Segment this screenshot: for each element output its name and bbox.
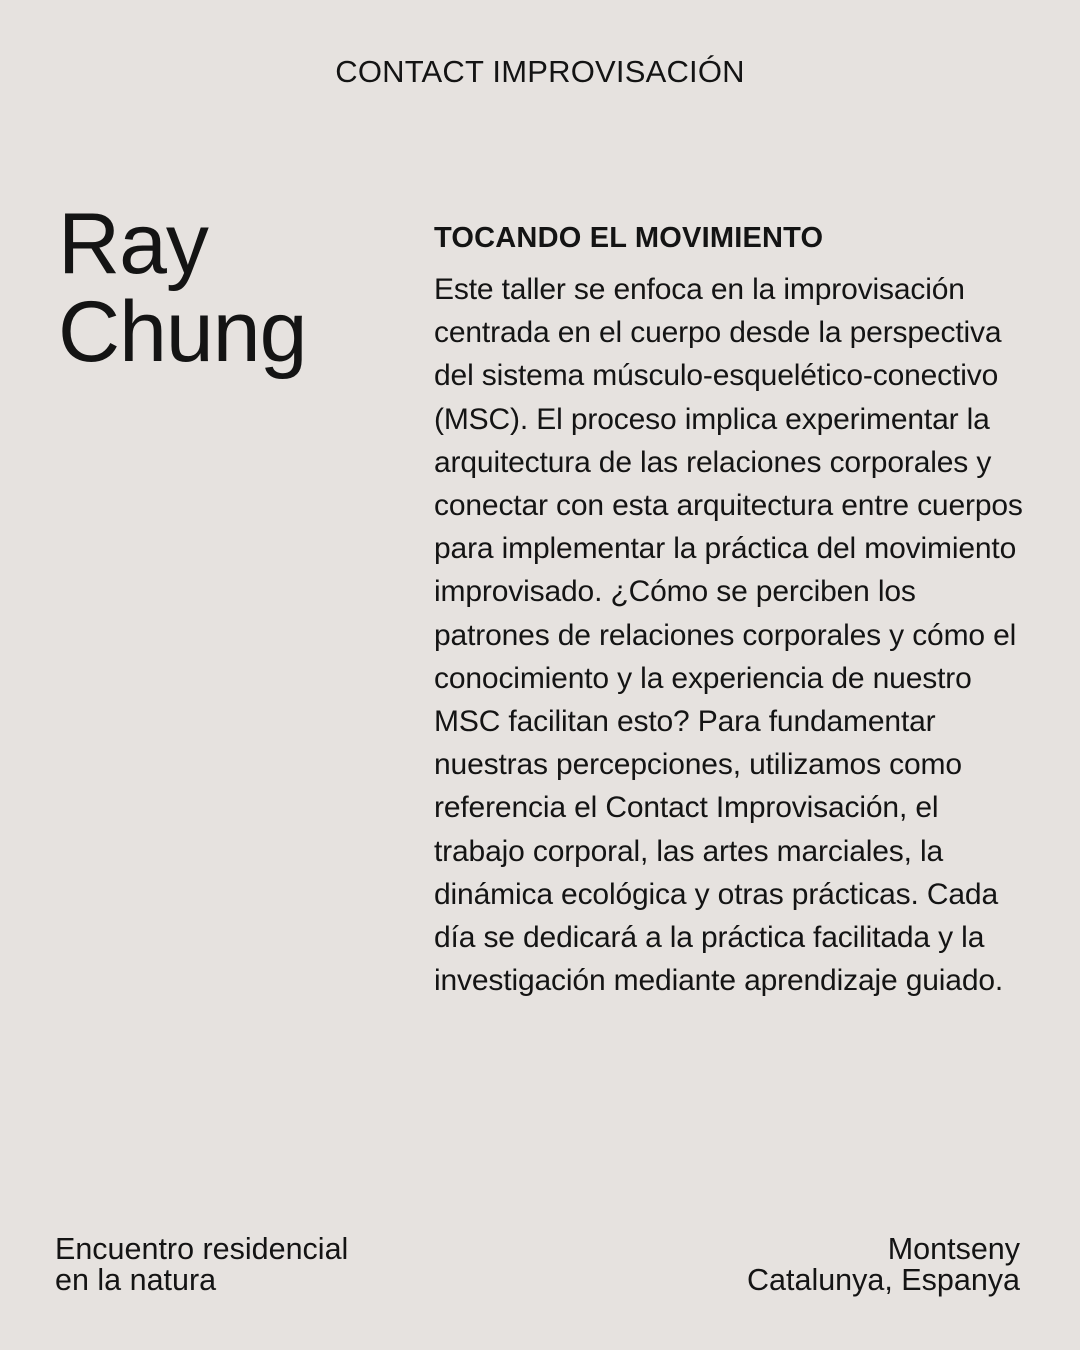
event-line-2: en la natura	[55, 1263, 217, 1297]
event-line-1: Encuentro residencial	[55, 1232, 349, 1266]
location-line-2: Catalunya, Espanya	[747, 1263, 1020, 1297]
instructor-last-name: Chung	[58, 284, 307, 380]
event-info	[55, 1234, 348, 1296]
workshop-title: TOCANDO EL MOVIMIENTO	[434, 222, 824, 254]
workshop-description: Este taller se enfoca en la improvisación centrada en el cuerpo desde la perspectiva del sistema músculo-esquelético-conectivo (MSC). El proceso implica experimentar la arquitectura de las relaciones corporales y conectar con esta arquitectura entre cuerpos para implementar la práctica del movimiento improvisado. ¿Cómo se perciben los patrones de relaciones corporales y cómo el conocimiento y la experiencia de nuestro MSC facilitan esto? Para fundamentar nuestras percepciones, utilizamos como referencia el Contact Improvisación, el trabajo corporal, las artes marciales, la dinámica ecológica y otras prácticas. Cada día se dedicará a la práctica facilitada y la investigación mediante aprendizaje guiado.	[434, 273, 1023, 998]
instructor-first-name: Ray	[58, 196, 208, 292]
page-header-title: CONTACT IMPROVISACIÓN	[335, 54, 745, 89]
location-info	[747, 1234, 1020, 1296]
workshop-content	[434, 218, 1034, 1002]
instructor-name	[58, 196, 307, 380]
location-line-1: Montseny	[887, 1232, 1020, 1266]
